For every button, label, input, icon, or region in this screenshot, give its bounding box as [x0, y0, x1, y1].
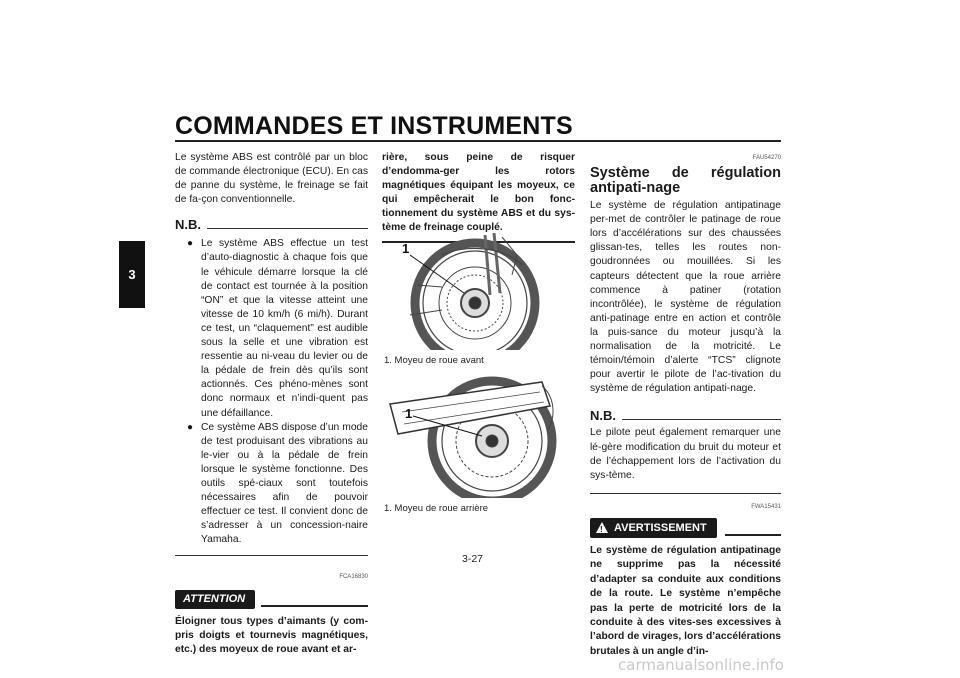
nb-heading: [590, 408, 781, 424]
rear-wheel-caption: 1. Moyeu de roue arrière: [384, 503, 489, 514]
page-title: COMMANDES ET INSTRUMENTS: [175, 112, 573, 140]
tcs-description: Le système de régulation antipatinage per-met de contrôler le patinage de roue lors d’accélérations sur des chaussées glissan-tes, telles les routes non-goudronnées ou mouillées. Si les capteurs détectent que la roue arrière commence à patiner (rotation incontrôlée), le système de régulation anti-patinage entre en action et contrôle la puis-sance du moteur jusqu’à la normalisation de la motricité. Le témoin/témoin d’alerte “TCS” clignote pour avertir le pilote de l’ac-tivation du système de régulation antipati-nage.: [590, 200, 781, 395]
warning-text: Le système de régulation antipatinage ne supprime pas la nécessité d’adapter sa conduite aux conditions de la route. Le système n’empêche pas la perte de motricité lors de la conduite à des vites-ses excessives à l’abord de virages, lors d’accélérations brutales à un angle d’in-: [590, 544, 781, 657]
nb-label: N.B.: [590, 408, 616, 424]
front-hub-callout: 1: [402, 241, 410, 256]
attention-rule: [261, 605, 368, 607]
bullet-icon: ●: [187, 421, 194, 433]
right-column: [590, 151, 781, 659]
rear-wheel-illustration: [390, 381, 553, 498]
list-item: [187, 421, 368, 548]
attention-badge: ATTENTION: [175, 590, 255, 608]
page-number: 3-27: [462, 553, 484, 565]
chapter-tab: 3: [119, 241, 145, 308]
attention-heading: [175, 589, 368, 609]
bullet-text: Le système ABS effectue un test d’auto-diagnostic à chaque fois que le véhicule démarre lorsque la clé de contact est tournée à la position “ON” et que la vitesse atteint une vitesse de 10 km/h (6 mi/h). Durant ce test, un “claquement” est audible sous la selle et une vibration est ressentie au ni-veau du levier ou de la pédale de frein dès qu’ils sont actionnés. Ces phéno-mènes sont donc normaux et n’indi-quent pas une défaillance.: [201, 238, 368, 419]
warning-heading: [590, 516, 781, 538]
bullet-text: Ce système ABS dispose d’un mode de test produisant des vibrations au le-vier ou à la pédale de frein lorsque le système fonctionne. Des outils spé-ciaux sont toutefois nécessaires afin de pouvoir effectuer ce test. Il convient donc de s’adresser à un concession-naire Yamaha.: [201, 421, 368, 546]
nb-heading: [175, 217, 368, 233]
nb-label: N.B.: [175, 217, 201, 233]
front-wheel-figure: [382, 225, 575, 350]
list-item: [187, 237, 368, 420]
front-wheel-caption: 1. Moyeu de roue avant: [384, 355, 484, 366]
attention-text-continued: rière, sous peine de risquer d’endomma-ger les rotors magnétiques équipant les moyeux, ce qui empêcherait le bon fonc-tionnement du système ABS et du sys-tème de freinage couplé.: [382, 152, 575, 234]
nb-rule: [622, 419, 781, 420]
left-column: [175, 151, 368, 657]
section-code: FAU54270: [752, 155, 781, 161]
abs-intro-paragraph: Le système ABS est contrôlé par un bloc de commande électronique (ECU). En cas de panne du système, le freinage se fait de fa-çon conventionnelle.: [175, 152, 368, 206]
header-divider: [175, 140, 781, 142]
warning-triangle-icon: !: [596, 522, 608, 533]
rear-hub-callout: 1: [405, 406, 413, 421]
nb-rule: [207, 228, 368, 229]
bullet-icon: ●: [187, 238, 194, 250]
attention-code: FCA16830: [339, 574, 368, 581]
nb-end-rule: [590, 493, 781, 494]
front-wheel-illustration: [410, 233, 535, 350]
section-title: Système de régulation antipati-nage: [590, 165, 781, 197]
watermark: carmanualsonline.info: [618, 656, 784, 674]
warning-label: AVERTISSEMENT: [614, 521, 707, 534]
rear-wheel-figure: [382, 376, 575, 498]
attention-text: Éloigner tous types d’aimants (y com-pris doigts et tournevis magnétiques, etc.) des moyeux de roue avant et ar-: [175, 615, 368, 655]
nb-text: Le pilote peut également remarquer une lé-gère modification du bruit du moteur et de l’échappement lors de l’activation du sys-tème.: [590, 427, 781, 481]
nb-end-rule: [175, 555, 368, 556]
warning-rule: [725, 534, 781, 536]
warning-code: FWA15431: [751, 503, 781, 510]
warning-badge: [590, 518, 717, 538]
